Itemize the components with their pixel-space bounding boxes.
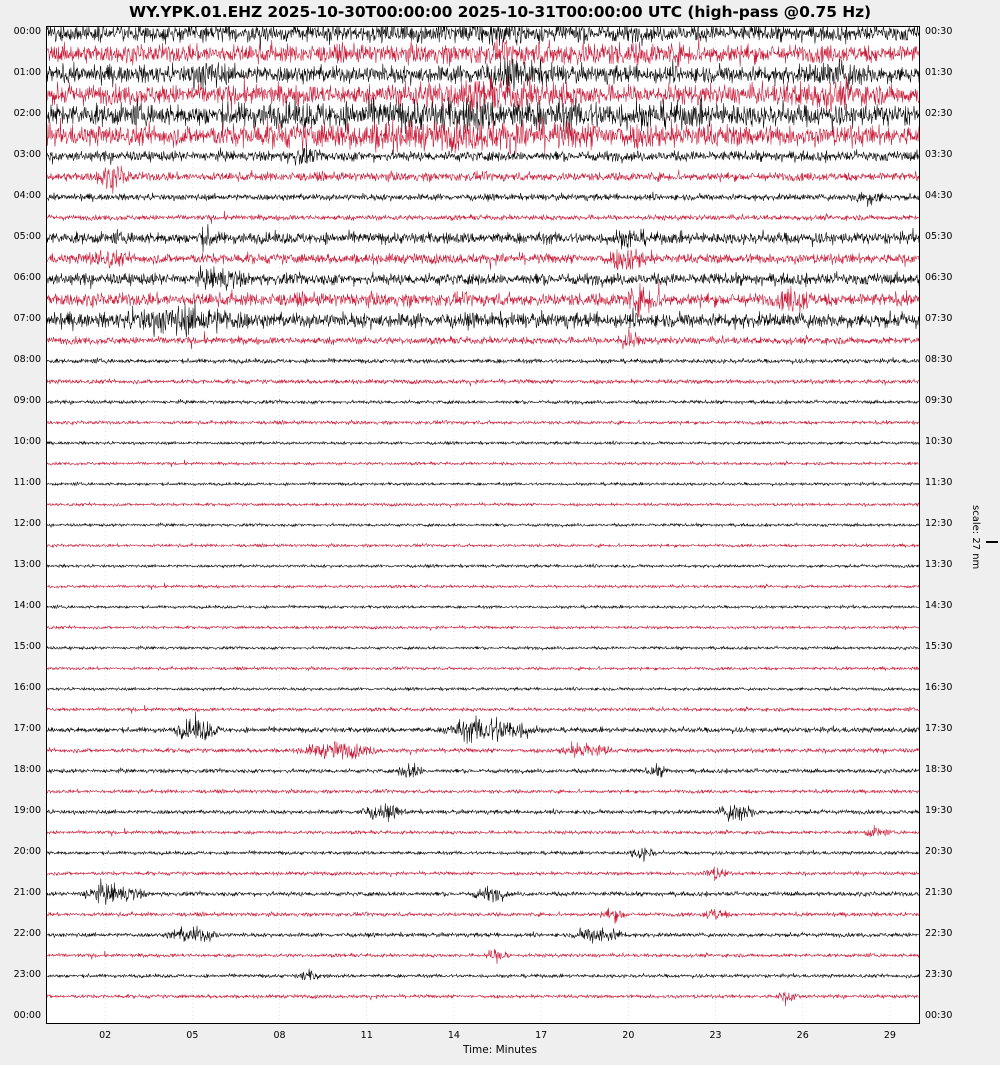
left-time-label: 14:00 [13, 599, 41, 611]
trace-2130 [47, 908, 919, 924]
trace-1900 [47, 803, 919, 822]
scale-label: scale: 27 nm [970, 505, 981, 570]
trace-1330 [47, 583, 919, 590]
trace-1530 [47, 666, 919, 671]
page-title: WY.YPK.01.EHZ 2025-10-30T00:00:00 2025-10-31T00:00:00 UTC (high-pass @0.75 Hz) [129, 3, 871, 21]
trace-1630 [47, 705, 919, 714]
seismogram-canvas [47, 27, 919, 1023]
trace-1000 [47, 441, 919, 446]
scale-legend [962, 505, 998, 595]
left-time-label: 15:00 [13, 640, 41, 652]
right-time-label: 11:30 [925, 477, 953, 488]
right-time-label: 08:30 [925, 354, 953, 366]
left-time-label: 16:00 [13, 681, 41, 693]
trace-0730 [47, 327, 919, 349]
trace-0800 [47, 357, 919, 364]
trace-0930 [47, 420, 919, 425]
trace-2000 [47, 848, 919, 862]
trace-1600 [47, 686, 919, 691]
trace-0900 [47, 399, 919, 405]
left-time-label: 08:00 [13, 354, 41, 366]
trace-2200 [47, 926, 919, 944]
right-time-label: 00:30 [925, 26, 953, 38]
trace-0000 [47, 27, 919, 51]
trace-1230 [47, 543, 919, 548]
trace-0300 [47, 145, 919, 165]
trace-1400 [47, 605, 919, 610]
right-time-label: 09:30 [925, 395, 953, 407]
right-time-label: 22:30 [925, 927, 953, 939]
x-tick-label: 17 [535, 1030, 548, 1041]
trace-2300 [47, 969, 919, 981]
trace-0830 [47, 379, 919, 387]
right-time-label: 14:30 [925, 599, 953, 611]
trace-0430 [47, 211, 919, 224]
right-time-label: 06:30 [925, 272, 953, 284]
x-tick-label: 23 [709, 1030, 722, 1041]
trace-0700 [47, 301, 919, 337]
right-time-label: 03:30 [925, 149, 953, 161]
right-time-label: 05:30 [925, 231, 953, 243]
right-time-label: 02:30 [925, 108, 953, 120]
right-time-label: 07:30 [925, 313, 953, 325]
left-time-label: 21:00 [13, 886, 41, 898]
right-time-label: 00:30 [925, 1009, 953, 1021]
left-time-label: 13:00 [13, 558, 41, 570]
trace-1200 [47, 523, 919, 528]
trace-2100 [47, 879, 919, 905]
left-time-label: 23:00 [13, 968, 41, 980]
trace-1130 [47, 503, 919, 508]
trace-2030 [47, 866, 919, 881]
left-time-label: 00:00 [13, 1009, 41, 1021]
trace-1800 [47, 763, 919, 778]
right-time-label: 23:30 [925, 968, 953, 980]
left-time-label: 09:00 [13, 395, 41, 407]
trace-0530 [47, 249, 919, 271]
trace-0500 [47, 224, 919, 253]
trace-2330 [47, 992, 919, 1006]
right-time-label: 10:30 [925, 436, 953, 448]
left-time-label: 02:00 [13, 108, 41, 120]
x-tick-label: 11 [360, 1030, 373, 1041]
trace-1430 [47, 625, 919, 630]
trace-2230 [47, 949, 919, 964]
trace-0030 [47, 37, 919, 67]
trace-1930 [47, 825, 919, 837]
left-time-label: 20:00 [13, 845, 41, 857]
right-time-label: 18:30 [925, 763, 953, 775]
trace-1700 [47, 712, 919, 744]
trace-0400 [47, 192, 919, 207]
left-time-label: 03:00 [13, 149, 41, 161]
left-time-label: 18:00 [13, 763, 41, 775]
left-time-label: 07:00 [13, 313, 41, 325]
left-time-label: 00:00 [13, 26, 41, 38]
left-time-label: 06:00 [13, 272, 41, 284]
x-axis-title: Time: Minutes [463, 1044, 537, 1056]
trace-0330 [47, 166, 919, 194]
x-tick-label: 08 [273, 1030, 286, 1041]
left-time-label: 11:00 [13, 477, 41, 488]
plot-area [46, 26, 920, 1024]
right-time-label: 04:30 [925, 190, 953, 202]
right-time-label: 17:30 [925, 722, 953, 734]
x-tick-label: 29 [883, 1030, 896, 1041]
left-time-label: 22:00 [13, 927, 41, 939]
left-time-label: 05:00 [13, 231, 41, 243]
right-time-label: 20:30 [925, 845, 953, 857]
left-time-label: 01:00 [13, 67, 41, 79]
right-time-label: 19:30 [925, 804, 953, 816]
left-time-label: 17:00 [13, 722, 41, 734]
x-tick-label: 26 [796, 1030, 809, 1041]
right-time-label: 13:30 [925, 558, 953, 570]
trace-1100 [47, 482, 919, 487]
x-tick-label: 02 [99, 1030, 112, 1041]
trace-1300 [47, 564, 919, 569]
x-tick-label: 20 [622, 1030, 635, 1041]
left-time-label: 10:00 [13, 436, 41, 448]
scale-bar [986, 541, 998, 543]
left-time-label: 12:00 [13, 518, 41, 529]
right-time-label: 21:30 [925, 886, 953, 898]
right-time-label: 16:30 [925, 681, 953, 693]
right-time-label: 01:30 [925, 67, 953, 79]
trace-1830 [47, 789, 919, 795]
left-time-label: 04:00 [13, 190, 41, 202]
trace-0600 [47, 265, 919, 290]
x-tick-label: 14 [447, 1030, 460, 1041]
trace-1730 [47, 741, 919, 760]
x-tick-label: 05 [186, 1030, 199, 1041]
right-time-label: 15:30 [925, 640, 953, 652]
left-time-label: 19:00 [13, 804, 41, 816]
right-time-label: 12:30 [925, 518, 953, 529]
trace-1030 [47, 460, 919, 467]
trace-1500 [47, 646, 919, 651]
